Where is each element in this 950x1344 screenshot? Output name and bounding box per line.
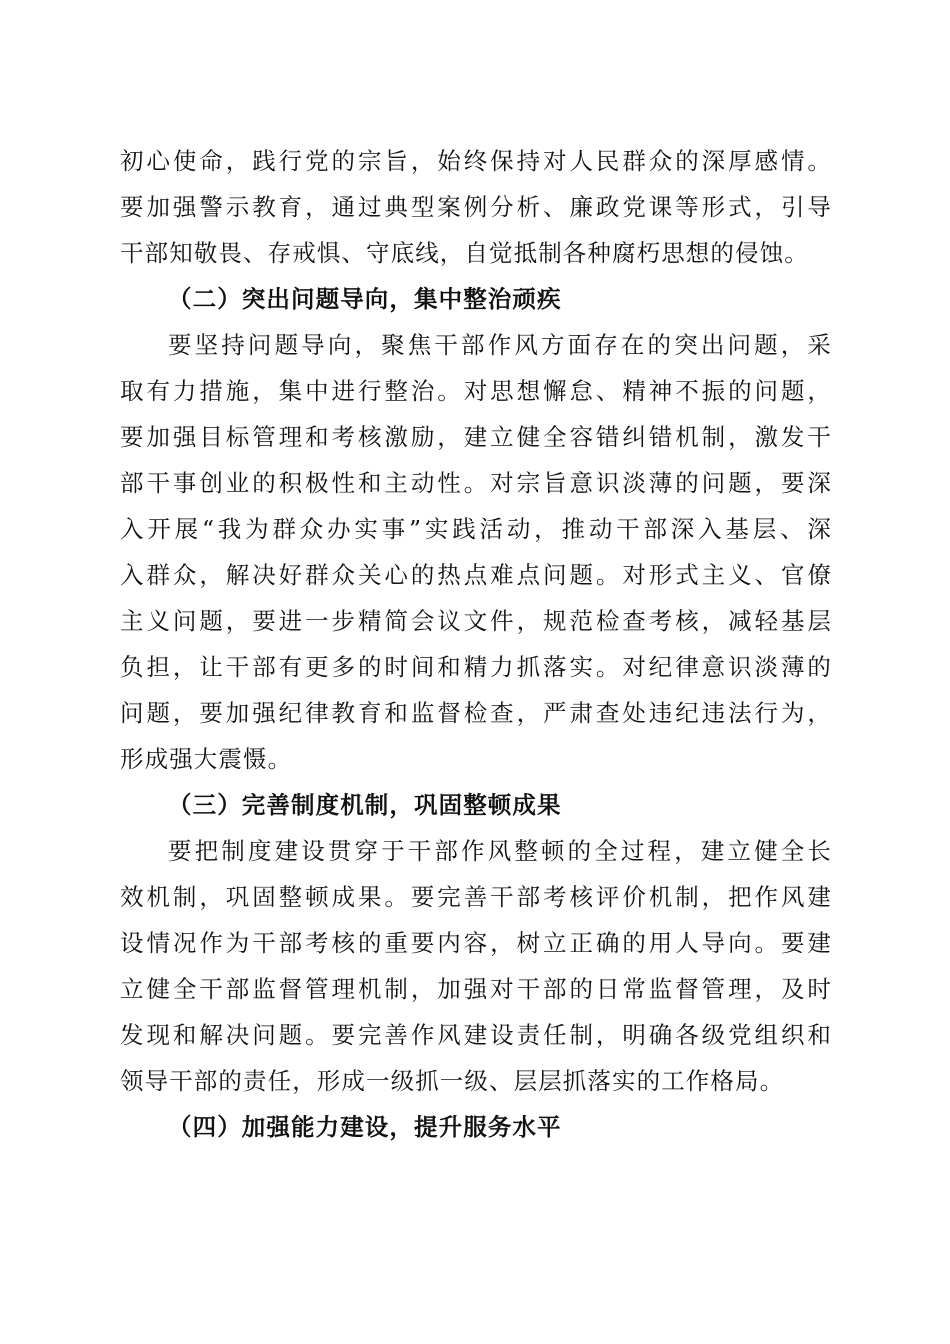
paragraph-line: 领导干部的责任，形成一级抓一级、层层抓落实的工作格局。 [120, 1067, 785, 1095]
paragraph-line: 问题，要加强纪律教育和监督检查，严肃查处违纪违法行为， [120, 699, 832, 727]
document-body [120, 138, 832, 1150]
paragraph-line: 效机制，巩固整顿成果。要完善干部考核评价机制，把作风建 [120, 883, 832, 911]
paragraph-line: 入群众，解决好群众关心的热点难点问题。对形式主义、官僚 [120, 561, 832, 589]
paragraph-line: 形成强大震慑。 [120, 745, 293, 773]
paragraph-line: 入开展“我为群众办实事”实践活动，推动干部深入基层、深 [120, 515, 832, 543]
paragraph-line: 部干事创业的积极性和主动性。对宗旨意识淡薄的问题，要深 [120, 469, 832, 497]
paragraph-line: 主义问题，要进一步精简会议文件，规范检查考核，减轻基层 [120, 607, 832, 635]
paragraph-line: 取有力措施，集中进行整治。对思想懈怠、精神不振的问题， [120, 377, 832, 405]
paragraph-line: 发现和解决问题。要完善作风建设责任制，明确各级党组织和 [120, 1021, 832, 1049]
paragraph-line: 立健全干部监督管理机制，加强对干部的日常监督管理，及时 [120, 975, 832, 1003]
paragraph-line: 要加强警示教育，通过典型案例分析、廉政党课等形式，引导 [120, 193, 832, 221]
paragraph-line: 设情况作为干部考核的重要内容，树立正确的用人导向。要建 [120, 929, 832, 957]
paragraph-line: 负担，让干部有更多的时间和精力抓落实。对纪律意识淡薄的 [120, 653, 832, 681]
paragraph-line: 干部知敬畏、存戒惧、守底线，自觉抵制各种腐朽思想的侵蚀。 [120, 239, 809, 267]
section-heading-3: （三）完善制度机制，巩固整顿成果 [168, 791, 562, 819]
paragraph-line: 要坚持问题导向，聚焦干部作风方面存在的突出问题，采 [168, 331, 832, 359]
paragraph-line: 要加强目标管理和考核激励，建立健全容错纠错机制，激发干 [120, 423, 832, 451]
section-heading-2: （二）突出问题导向，集中整治顽疾 [168, 285, 562, 313]
paragraph-line: 要把制度建设贯穿于干部作风整顿的全过程，建立健全长 [168, 837, 832, 865]
paragraph-line: 初心使命，践行党的宗旨，始终保持对人民群众的深厚感情。 [120, 147, 832, 175]
section-heading-4: （四）加强能力建设，提升服务水平 [168, 1113, 562, 1141]
